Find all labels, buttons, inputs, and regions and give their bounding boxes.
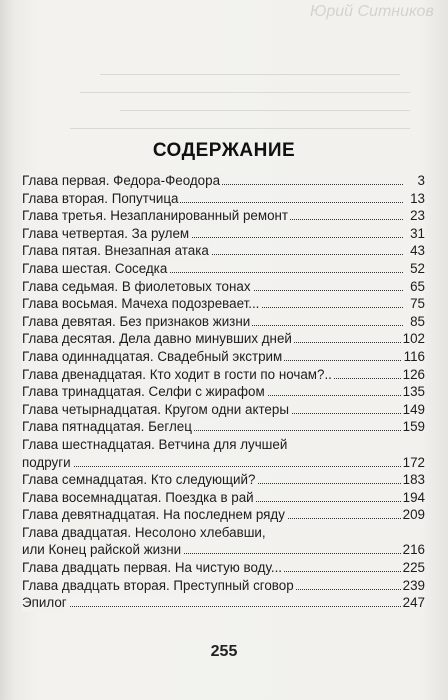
toc-entry [22, 330, 425, 348]
toc-entry [22, 559, 425, 577]
bleed-through-text [60, 0, 440, 135]
toc-entry-page: 149 [402, 401, 425, 417]
toc-entry-page: 247 [402, 595, 425, 611]
toc-entry-title: Глава вторая. Попутчица [22, 190, 179, 206]
toc-entry-title: Глава одиннадцатая. Свадебный экстрим [22, 348, 283, 364]
toc-entry [22, 190, 425, 208]
toc-entry-line [22, 524, 425, 542]
toc-entry [22, 489, 425, 507]
dot-leader [22, 606, 403, 607]
toc-entry [22, 366, 425, 384]
toc-entry-page: 135 [402, 384, 425, 400]
toc-entry-page: 209 [402, 507, 425, 523]
dot-leader [22, 466, 403, 467]
toc-entry-title: подруги [22, 454, 71, 470]
toc-entry-title: Глава десятая. Дела давно минувших дней [22, 331, 292, 347]
bleed-header: Юрий Ситников [310, 3, 434, 20]
toc-entry-page: 13 [410, 190, 425, 206]
toc-entry [22, 577, 425, 595]
toc-entry-page: 43 [410, 243, 425, 259]
toc-entry [22, 471, 425, 489]
toc-entry [22, 454, 425, 472]
toc-entry [22, 506, 425, 524]
toc-entry-title: Глава двадцать первая. На чистую воду... [22, 560, 283, 576]
toc-entry-title: Глава семнадцатая. Кто следующий? [22, 472, 256, 488]
toc-entry-title: Глава четырнадцатая. Кругом одни актеры [22, 401, 289, 417]
toc-entry-title: Глава тринадцатая. Селфи с жирафом [22, 384, 265, 400]
page-title: СОДЕРЖАНИЕ [152, 140, 296, 161]
toc-entry-title: Глава восемнадцатая. Поездка в рай [22, 489, 254, 505]
toc-entry-title: Глава девятнадцатая. На последнем ряду [22, 507, 285, 523]
table-of-contents [22, 172, 425, 612]
toc-entry-page: 116 [403, 348, 425, 364]
toc-entry-title: Глава двадцатая. Несолоно хлебавши, [22, 524, 266, 540]
toc-entry [22, 541, 425, 559]
toc-entry-page: 172 [402, 454, 425, 470]
toc-entry-line [22, 436, 425, 454]
toc-entry [22, 225, 425, 243]
toc-entry-title: Глава четвертая. За рулем [22, 225, 190, 241]
toc-entry [22, 418, 425, 436]
toc-entry [22, 260, 425, 278]
toc-entry-page: 52 [410, 260, 425, 276]
toc-entry [22, 172, 425, 190]
toc-entry-title: Глава пятнадцатая. Беглец [22, 419, 192, 435]
toc-entry-title: Глава восьмая. Мачеха подозревает... [22, 296, 260, 312]
toc-entry-title: Глава пятая. Внезапная атака [22, 243, 209, 259]
toc-entry-title: Глава шестая. Соседка [22, 260, 168, 276]
toc-entry-page: 194 [402, 489, 425, 505]
toc-entry-title: Эпилог [22, 595, 67, 611]
toc-entry-title: Глава первая. Федора-Феодора [22, 173, 221, 188]
toc-entry [22, 242, 425, 260]
toc-entry [22, 295, 425, 313]
toc-entry [22, 401, 425, 419]
toc-entry [22, 348, 425, 366]
toc-entry-page: 239 [402, 577, 425, 593]
toc-entry-page: 183 [402, 472, 425, 488]
toc-entry-page: 225 [402, 560, 425, 576]
toc-entry-page: 23 [410, 208, 425, 224]
toc-entry [22, 207, 425, 225]
toc-entry-page: 75 [410, 296, 425, 312]
toc-entry-title: Глава седьмая. В фиолетовых тонах [22, 278, 251, 294]
toc-entry-title: Глава двадцать вторая. Преступный сговор [22, 577, 294, 593]
toc-entry-page: 159 [402, 419, 425, 435]
toc-entry-page: 126 [402, 366, 425, 382]
toc-entry-page: 3 [417, 173, 425, 188]
toc-entry-title: Глава девятая. Без признаков жизни [22, 313, 251, 329]
toc-entry-title: или Конец райской жизни [22, 542, 182, 558]
toc-entry [22, 594, 425, 612]
toc-entry-page: 216 [402, 542, 425, 558]
toc-entry-page: 85 [410, 313, 425, 329]
toc-entry-page: 31 [410, 225, 425, 241]
toc-entry-page: 65 [410, 278, 425, 294]
toc-entry-title: Глава шестнадцатая. Ветчина для лучшей [22, 436, 288, 452]
toc-entry-title: Глава двенадцатая. Кто ходит в гости по ночам?.. [22, 366, 332, 382]
toc-entry [22, 383, 425, 401]
page-number: 255 [210, 643, 238, 660]
toc-entry [22, 278, 425, 296]
toc-entry [22, 313, 425, 331]
toc-entry-title: Глава третья. Незапланированный ремонт [22, 208, 289, 224]
toc-entry-page: 102 [402, 331, 425, 347]
